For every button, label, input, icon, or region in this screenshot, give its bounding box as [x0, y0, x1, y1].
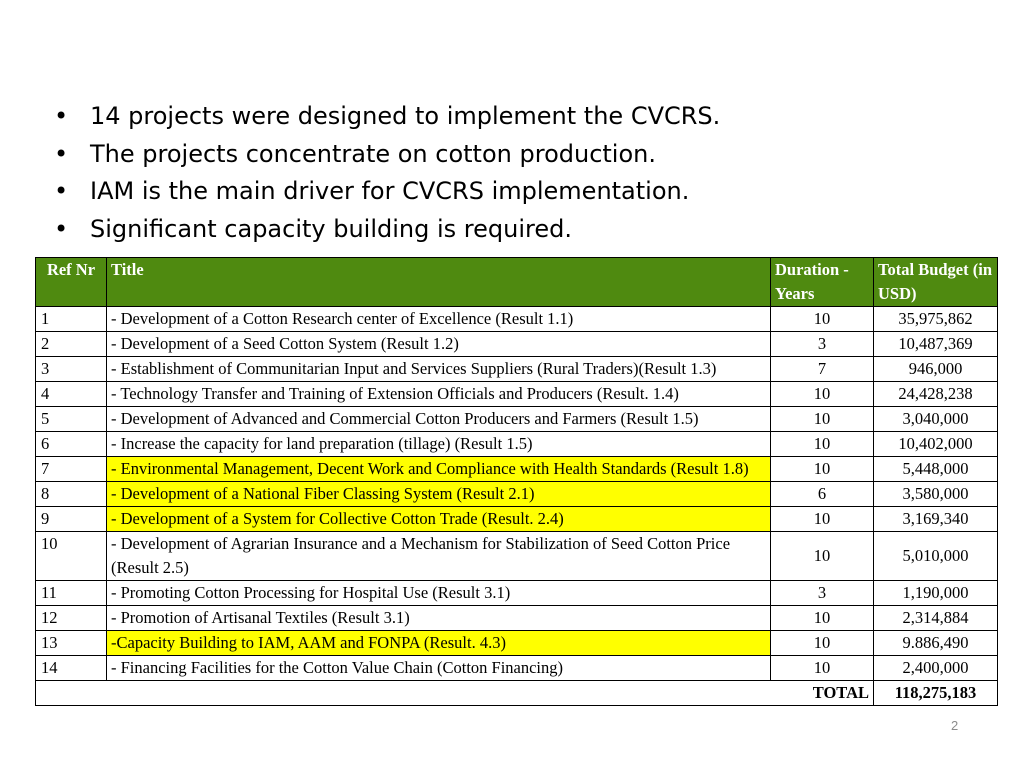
- table-total-row: [36, 681, 998, 706]
- cell-ref: 8: [36, 482, 107, 507]
- cell-duration: 3: [771, 332, 874, 357]
- cell-title: - Development of a Cotton Research center of Excellence (Result 1.1): [107, 307, 771, 332]
- table-row: [36, 357, 998, 382]
- table-body: [36, 307, 998, 706]
- bullet-item: • 14 projects were designed to implement the CVCRS.: [52, 98, 720, 136]
- cell-ref: 10: [36, 532, 107, 581]
- cell-title: - Development of Advanced and Commercial Cotton Producers and Farmers (Result 1.5): [107, 407, 771, 432]
- table-row: [36, 432, 998, 457]
- cell-budget: 10,402,000: [874, 432, 998, 457]
- cell-duration: 10: [771, 457, 874, 482]
- table-header-row: [36, 258, 998, 307]
- bullet-list: [52, 98, 720, 248]
- cell-ref: 13: [36, 631, 107, 656]
- table-row: [36, 507, 998, 532]
- cell-ref: 11: [36, 581, 107, 606]
- cell-title: - Promoting Cotton Processing for Hospital Use (Result 3.1): [107, 581, 771, 606]
- cell-title: - Development of a Seed Cotton System (Result 1.2): [107, 332, 771, 357]
- cell-duration: 10: [771, 407, 874, 432]
- bullet-item: • The projects concentrate on cotton production.: [52, 136, 720, 174]
- cell-title: - Environmental Management, Decent Work and Compliance with Health Standards (Result 1.8): [107, 457, 771, 482]
- cell-budget: 3,169,340: [874, 507, 998, 532]
- table-row: [36, 457, 998, 482]
- cell-duration: 10: [771, 532, 874, 581]
- header-duration: Duration - Years: [771, 258, 874, 307]
- cell-budget: 2,400,000: [874, 656, 998, 681]
- cell-duration: 10: [771, 606, 874, 631]
- cell-duration: 3: [771, 581, 874, 606]
- cell-ref: 7: [36, 457, 107, 482]
- cell-title: - Establishment of Communitarian Input and Services Suppliers (Rural Traders)(Result 1.3): [107, 357, 771, 382]
- cell-ref: 6: [36, 432, 107, 457]
- cell-ref: 12: [36, 606, 107, 631]
- cell-ref: 4: [36, 382, 107, 407]
- table-row: [36, 332, 998, 357]
- cell-duration: 10: [771, 307, 874, 332]
- bullet-item: • Significant capacity building is required.: [52, 211, 720, 249]
- cell-budget: 5,448,000: [874, 457, 998, 482]
- cell-budget: 3,580,000: [874, 482, 998, 507]
- table-row: [36, 532, 998, 581]
- table-row: [36, 656, 998, 681]
- cell-ref: 9: [36, 507, 107, 532]
- cell-title: - Financing Facilities for the Cotton Value Chain (Cotton Financing): [107, 656, 771, 681]
- cell-duration: 7: [771, 357, 874, 382]
- cell-title: - Promotion of Artisanal Textiles (Result 3.1): [107, 606, 771, 631]
- table-row: [36, 307, 998, 332]
- cell-budget: 9.886,490: [874, 631, 998, 656]
- cell-duration: 10: [771, 382, 874, 407]
- cell-title: -Capacity Building to IAM, AAM and FONPA (Result. 4.3): [107, 631, 771, 656]
- cell-budget: 24,428,238: [874, 382, 998, 407]
- cell-budget: 35,975,862: [874, 307, 998, 332]
- cell-ref: 1: [36, 307, 107, 332]
- cell-budget: 3,040,000: [874, 407, 998, 432]
- cell-duration: 10: [771, 507, 874, 532]
- cell-duration: 6: [771, 482, 874, 507]
- projects-table: [35, 257, 998, 706]
- cell-ref: 2: [36, 332, 107, 357]
- cell-title: - Increase the capacity for land preparation (tillage) (Result 1.5): [107, 432, 771, 457]
- cell-ref: 5: [36, 407, 107, 432]
- total-budget: 118,275,183: [874, 681, 998, 706]
- bullet-item: • IAM is the main driver for CVCRS implementation.: [52, 173, 720, 211]
- table-row: [36, 631, 998, 656]
- cell-title: - Development of Agrarian Insurance and a Mechanism for Stabilization of Seed Cotton Price (Result 2.5): [107, 532, 771, 581]
- table-row: [36, 606, 998, 631]
- cell-budget: 5,010,000: [874, 532, 998, 581]
- header-ref: Ref Nr: [36, 258, 107, 307]
- cell-title: - Technology Transfer and Training of Extension Officials and Producers (Result. 1.4): [107, 382, 771, 407]
- header-title: Title: [107, 258, 771, 307]
- cell-duration: 10: [771, 656, 874, 681]
- cell-title: - Development of a System for Collective Cotton Trade (Result. 2.4): [107, 507, 771, 532]
- cell-duration: 10: [771, 432, 874, 457]
- cell-budget: 10,487,369: [874, 332, 998, 357]
- cell-budget: 946,000: [874, 357, 998, 382]
- cell-title: - Development of a National Fiber Classing System (Result 2.1): [107, 482, 771, 507]
- cell-ref: 14: [36, 656, 107, 681]
- cell-budget: 2,314,884: [874, 606, 998, 631]
- cell-duration: 10: [771, 631, 874, 656]
- table-row: [36, 581, 998, 606]
- page-number: 2: [951, 718, 959, 733]
- total-label: TOTAL: [36, 681, 874, 706]
- cell-ref: 3: [36, 357, 107, 382]
- cell-budget: 1,190,000: [874, 581, 998, 606]
- table-row: [36, 482, 998, 507]
- table-row: [36, 407, 998, 432]
- table-row: [36, 382, 998, 407]
- header-budget: Total Budget (in USD): [874, 258, 998, 307]
